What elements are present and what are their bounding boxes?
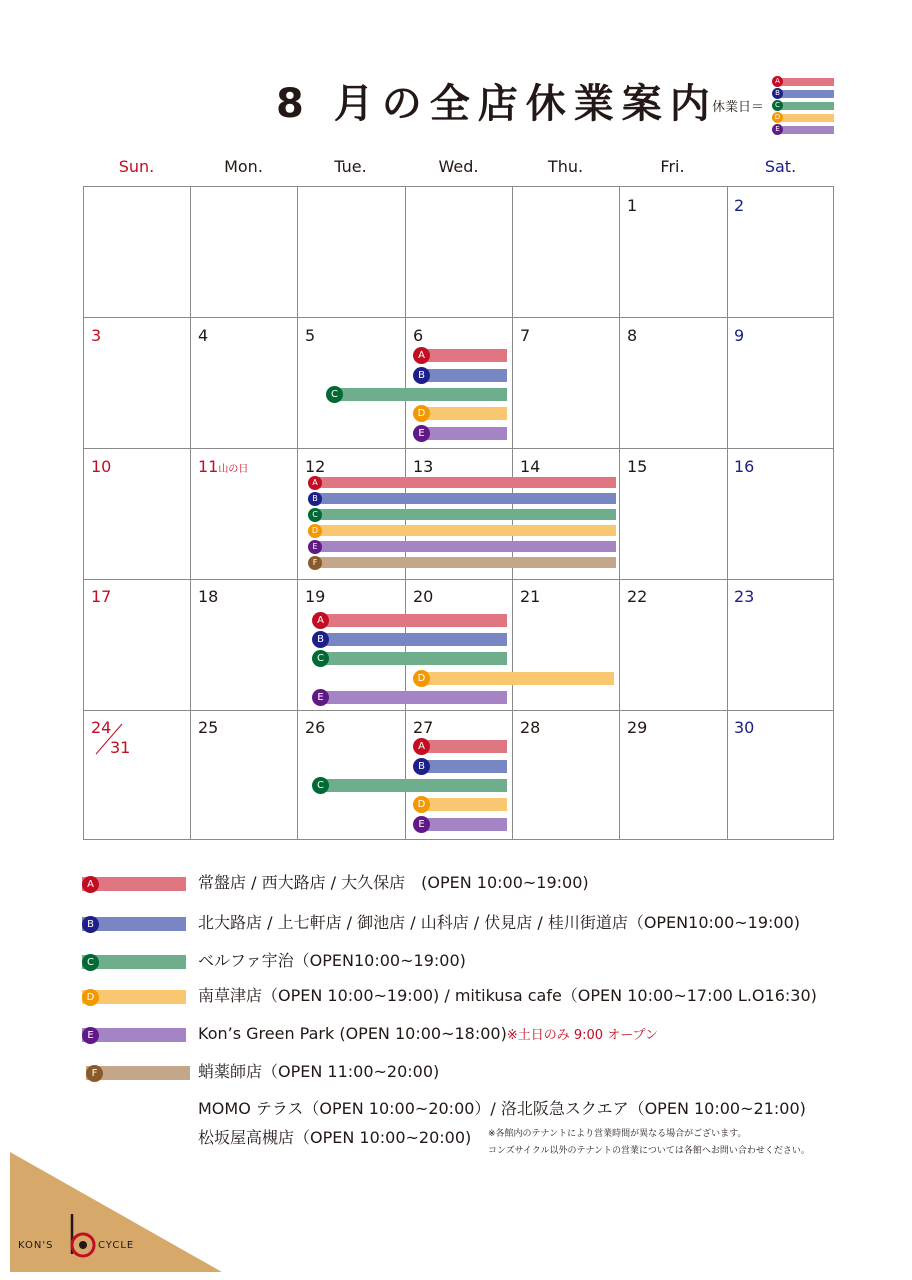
other-stores-line2: 松坂屋高槻店（OPEN 10:00~20:00) bbox=[198, 1128, 472, 1147]
store-dot-b: B bbox=[312, 631, 329, 648]
key-dot-b: B bbox=[772, 88, 783, 99]
day-number: 10 bbox=[91, 457, 112, 476]
grid-line bbox=[297, 187, 298, 839]
legend-stores-b: 北大路店 / 上七軒店 / 御池店 / 山科店 / 伏見店 / 桂川街道店（OPEN10:00~19:00) bbox=[198, 913, 801, 932]
day-number: 3 bbox=[91, 326, 102, 345]
store-dot-c: C bbox=[308, 508, 322, 522]
grid-line bbox=[84, 710, 833, 711]
day-number: 1 bbox=[627, 196, 638, 215]
key-bar-c bbox=[776, 102, 834, 110]
key-dot-c: C bbox=[772, 100, 783, 111]
day-number: 18 bbox=[198, 587, 219, 606]
logo-text-left: KON'S bbox=[18, 1240, 54, 1251]
day-number: 11 bbox=[198, 457, 219, 476]
closure-bar-f bbox=[312, 557, 616, 568]
legend-dot-f: F bbox=[86, 1065, 103, 1082]
legend-dot-d: D bbox=[82, 989, 99, 1006]
grid-line bbox=[84, 448, 833, 449]
day-number: 24 bbox=[91, 718, 112, 737]
weekday-sun: Sun. bbox=[118, 157, 155, 176]
store-dot-f: F bbox=[308, 556, 322, 570]
closure-key-label: 休業日＝ bbox=[712, 100, 765, 115]
closure-bar-b bbox=[316, 633, 507, 646]
store-dot-e: E bbox=[308, 540, 322, 554]
day-number: 22 bbox=[627, 587, 648, 606]
day-number: 9 bbox=[734, 326, 745, 345]
closure-bar-c bbox=[330, 388, 507, 401]
store-dot-d: D bbox=[413, 796, 430, 813]
store-dot-a: A bbox=[308, 476, 322, 490]
closure-bar-e bbox=[316, 691, 507, 704]
tenant-note-1: ※各館内のテナントにより営業時間が異なる場合がございます。 bbox=[488, 1129, 747, 1139]
store-dot-b: B bbox=[308, 492, 322, 506]
day-number: 15 bbox=[627, 457, 648, 476]
weekday-wed: Wed. bbox=[438, 157, 479, 176]
day-number: 2 bbox=[734, 196, 745, 215]
grid-line bbox=[727, 187, 728, 839]
legend-dot-b: B bbox=[82, 916, 99, 933]
legend-stores-e bbox=[198, 1024, 658, 1046]
closure-bar-b bbox=[312, 493, 616, 504]
store-dot-e: E bbox=[413, 425, 430, 442]
store-dot-a: A bbox=[413, 347, 430, 364]
store-dot-b: B bbox=[413, 758, 430, 775]
store-dot-c: C bbox=[326, 386, 343, 403]
day-number: 7 bbox=[520, 326, 531, 345]
store-dot-a: A bbox=[413, 738, 430, 755]
store-dot-e: E bbox=[312, 689, 329, 706]
day-number: 17 bbox=[91, 587, 112, 606]
store-dot-c: C bbox=[312, 650, 329, 667]
closure-bar-a bbox=[312, 477, 616, 488]
day-number: 25 bbox=[198, 718, 219, 737]
corner-triangle bbox=[10, 1152, 222, 1272]
legend-stores-a: 常盤店 / 西大路店 / 大久保店 (OPEN 10:00~19:00) bbox=[198, 873, 589, 892]
grid-line bbox=[190, 187, 191, 839]
holiday-name: 山の日 bbox=[218, 464, 249, 475]
weekday-sat: Sat. bbox=[764, 157, 797, 176]
other-stores-line1: MOMO テラス（OPEN 10:00~20:00）/ 洛北阪急スクエア（OPEN 10:00~21:00) bbox=[198, 1099, 806, 1118]
day-number: 4 bbox=[198, 326, 209, 345]
store-dot-d: D bbox=[413, 670, 430, 687]
store-dot-e: E bbox=[413, 816, 430, 833]
key-dot-d: D bbox=[772, 112, 783, 123]
weekday-tue: Tue. bbox=[334, 157, 367, 176]
store-dot-d: D bbox=[308, 524, 322, 538]
closure-bar-c bbox=[316, 779, 507, 792]
day-number: 19 bbox=[305, 587, 326, 606]
weekend-note: ※土日のみ 9:00 オープン bbox=[506, 1028, 659, 1043]
key-dot-a: A bbox=[772, 76, 783, 87]
key-bar-a bbox=[776, 78, 834, 86]
closure-bar-a bbox=[316, 614, 507, 627]
day-number: 8 bbox=[627, 326, 638, 345]
brand-logo-icon bbox=[66, 1212, 100, 1262]
closure-key bbox=[712, 76, 842, 134]
day-number: 23 bbox=[734, 587, 755, 606]
legend-dot-e: E bbox=[82, 1027, 99, 1044]
closure-bar-c bbox=[316, 652, 507, 665]
legend-stores-c: ベルファ宇治（OPEN10:00~19:00) bbox=[198, 951, 466, 970]
day-number: 21 bbox=[520, 587, 541, 606]
store-dot-d: D bbox=[413, 405, 430, 422]
key-bar-e bbox=[776, 126, 834, 134]
closure-bar-d bbox=[416, 672, 614, 685]
day-number: 27 bbox=[413, 718, 434, 737]
key-bar-d bbox=[776, 114, 834, 122]
day-number: 30 bbox=[734, 718, 755, 737]
day-number: 31 bbox=[110, 738, 131, 757]
weekday-fri: Fri. bbox=[660, 157, 685, 176]
grid-line bbox=[619, 187, 620, 839]
page-title: 8 月の全店休業案内 bbox=[276, 81, 718, 127]
key-dot-e: E bbox=[772, 124, 783, 135]
day-number: 14 bbox=[520, 457, 541, 476]
grid-line bbox=[84, 579, 833, 580]
legend-stores-d: 南草津店（OPEN 10:00~19:00) / mitikusa cafe（OPEN 10:00~17:00 L.O16:30) bbox=[198, 986, 817, 1005]
day-number-holiday bbox=[198, 457, 248, 480]
day-number: 5 bbox=[305, 326, 316, 345]
legend-dot-a: A bbox=[82, 876, 99, 893]
closure-bar-e bbox=[312, 541, 616, 552]
day-number: 20 bbox=[413, 587, 434, 606]
day-number: 26 bbox=[305, 718, 326, 737]
store-dot-a: A bbox=[312, 612, 329, 629]
day-number: 28 bbox=[520, 718, 541, 737]
grid-line bbox=[84, 317, 833, 318]
legend-stores-e-text: Kon’s Green Park (OPEN 10:00~18:00) bbox=[198, 1024, 507, 1043]
day-number: 6 bbox=[413, 326, 424, 345]
store-dot-b: B bbox=[413, 367, 430, 384]
key-bar-b bbox=[776, 90, 834, 98]
day-number: 29 bbox=[627, 718, 648, 737]
legend-stores-f: 蛸薬師店（OPEN 11:00~20:00) bbox=[198, 1062, 440, 1081]
closure-bar-c bbox=[312, 509, 616, 520]
legend-dot-c: C bbox=[82, 954, 99, 971]
weekday-mon: Mon. bbox=[224, 157, 263, 176]
logo-text-right: CYCLE bbox=[98, 1240, 135, 1251]
store-dot-c: C bbox=[312, 777, 329, 794]
closure-bar-d bbox=[312, 525, 616, 536]
weekday-thu: Thu. bbox=[547, 157, 584, 176]
tenant-note-2: コンズサイクル以外のテナントの営業については各館へお問い合わせください。 bbox=[488, 1146, 810, 1156]
day-number: 12 bbox=[305, 457, 326, 476]
day-number: 13 bbox=[413, 457, 434, 476]
day-number: 16 bbox=[734, 457, 755, 476]
